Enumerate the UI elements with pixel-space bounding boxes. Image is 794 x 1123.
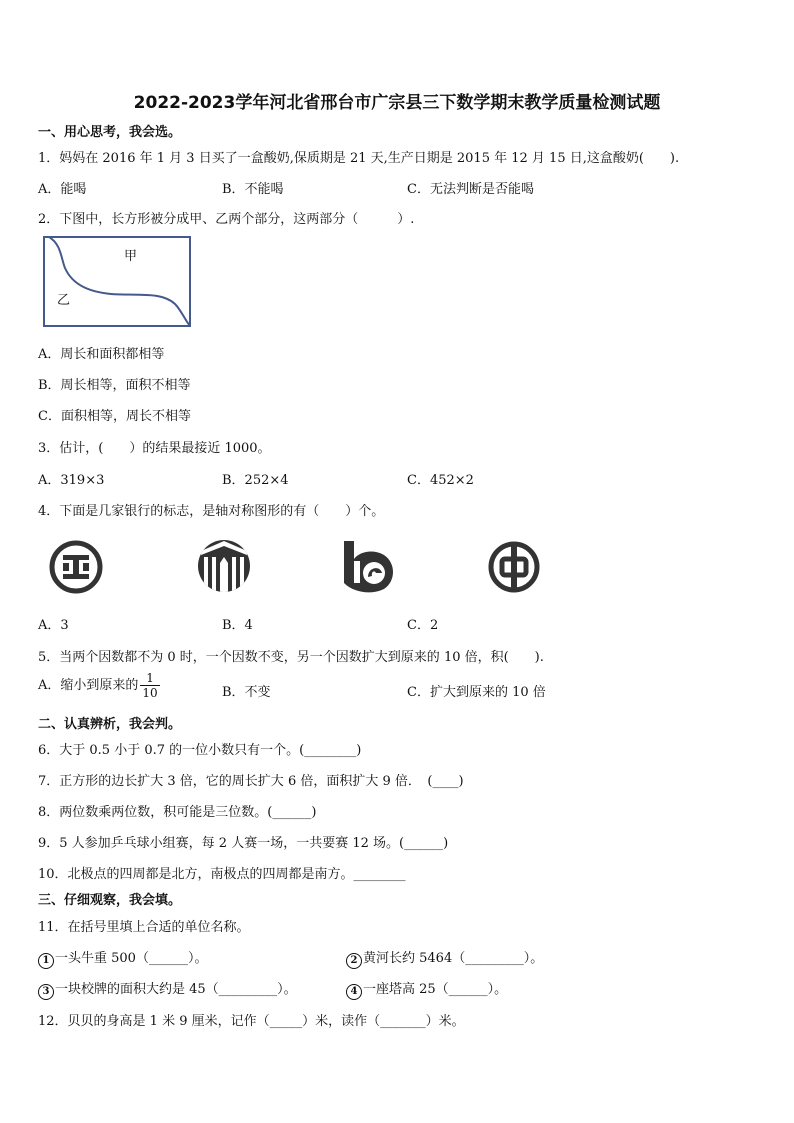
question-11-item-4-text: 一座塔高 25（______）。 (363, 982, 508, 997)
question-5-option-a-prefix: A．缩小到原来的 (38, 678, 139, 693)
rectangle-split-figure (43, 236, 193, 328)
bank-logo-comm-icon (340, 537, 400, 595)
question-6: 6．大于 0.5 小于 0.7 的一位小数只有一个。(________) (38, 743, 362, 758)
question-1-option-c[interactable]: C．无法判断是否能喝 (407, 182, 534, 197)
section-heading-2: 二、认真辨析，我会判。 (38, 717, 182, 732)
question-3-stem: 3．估计，( ）的结果最接近 1000。 (38, 441, 271, 456)
fraction-numerator: 1 (140, 671, 159, 686)
question-5-stem: 5．当两个因数都不为 0 时，一个因数不变，另一个因数扩大到原来的 10 倍，积( ). (38, 650, 544, 665)
question-2-option-a[interactable]: A．周长和面积都相等 (38, 347, 165, 362)
question-11-item-2-text: 黄河长约 5464（_________）。 (363, 951, 544, 966)
question-1-option-a[interactable]: A．能喝 (38, 182, 87, 197)
figure-label-yi: 乙 (57, 293, 71, 308)
question-11-item-2 (346, 947, 543, 969)
question-12: 12．贝贝的身高是 1 米 9 厘米，记作（_____）米，读作（_______）米。 (38, 1014, 465, 1029)
question-11-item-1 (38, 947, 207, 969)
question-5-option-b[interactable]: B．不变 (222, 685, 271, 700)
bank-logo-citic-icon (195, 537, 253, 595)
section-heading-3: 三、仔细观察，我会填。 (38, 893, 182, 908)
question-11-item-4 (346, 978, 507, 1000)
question-11-item-1-text: 一头牛重 500（______）。 (55, 951, 208, 966)
page-title: 2022-2023学年河北省邢台市广宗县三下数学期末教学质量检测试题 (133, 93, 661, 113)
fraction-denominator: 10 (142, 686, 158, 700)
question-4-option-c[interactable]: C．2 (407, 618, 439, 633)
circled-number-3: 3 (38, 984, 54, 1000)
question-2-option-c[interactable]: C．面积相等，周长不相等 (38, 409, 191, 424)
question-8: 8．两位数乘两位数，积可能是三位数。(______) (38, 805, 317, 820)
circled-number-1: 1 (38, 953, 54, 969)
figure-label-jia: 甲 (124, 249, 138, 264)
question-3-option-b[interactable]: B．252×4 (222, 473, 289, 488)
question-11-item-3 (38, 978, 297, 1000)
question-3-option-c[interactable]: C．452×2 (407, 473, 474, 488)
circled-number-2: 2 (346, 953, 362, 969)
question-1-option-b[interactable]: B．不能喝 (222, 182, 284, 197)
fraction-one-tenth (140, 671, 159, 700)
question-4-option-a[interactable]: A．3 (38, 618, 69, 633)
bank-logo-icbc-icon (48, 539, 104, 595)
question-2-stem: 2．下图中，长方形被分成甲、乙两个部分，这两部分（ ）. (38, 212, 415, 227)
bank-logo-boc-icon (486, 539, 542, 595)
question-7: 7．正方形的边长扩大 3 倍，它的周长扩大 6 倍，面积扩大 9 倍． (____) (38, 774, 464, 789)
question-4-stem: 4．下面是几家银行的标志，是轴对称图形的有（ ）个。 (38, 504, 385, 519)
section-heading-1: 一、用心思考，我会选。 (38, 125, 182, 140)
question-11-stem: 11．在括号里填上合适的单位名称。 (38, 920, 250, 935)
question-5-option-c[interactable]: C．扩大到原来的 10 倍 (407, 685, 546, 700)
question-10: 10．北极点的四周都是北方，南极点的四周都是南方。________ (38, 867, 406, 882)
question-5-option-a[interactable] (38, 671, 160, 700)
question-3-option-a[interactable]: A．319×3 (38, 473, 105, 488)
question-11-item-3-text: 一块校牌的面积大约是 45（_________）。 (55, 982, 297, 997)
question-2-option-b[interactable]: B．周长相等，面积不相等 (38, 378, 191, 393)
circled-number-4: 4 (346, 984, 362, 1000)
question-4-option-b[interactable]: B．4 (222, 618, 253, 633)
question-1-stem: 1．妈妈在 2016 年 1 月 3 日买了一盒酸奶,保质期是 21 天,生产日期是 2015 年 12 月 15 日,这盒酸奶( ). (38, 151, 680, 166)
question-9: 9．5 人参加乒乓球小组赛，每 2 人赛一场，一共要赛 12 场。(______) (38, 836, 449, 851)
